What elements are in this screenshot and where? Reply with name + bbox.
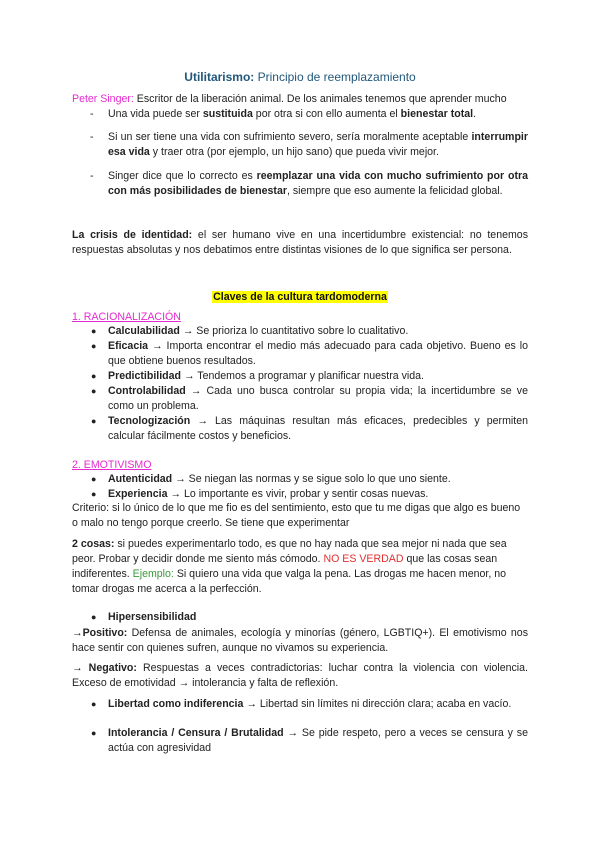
dash-marker: -	[90, 108, 94, 120]
crisis-paragraph: La crisis de identidad: el ser humano vive en una incertidumbre existencial: no tenemos respuestas absolutas y nos debatimos entre distintas visiones de lo que significa ser persona.	[72, 229, 528, 256]
list-item: Calculabilidad → Se prioriza lo cuantitativo sobre lo cualitativo.	[108, 325, 409, 337]
dos-cosas-paragraph: 2 cosas: si puedes experimentarlo todo, es que no hay nada que sea mejor ni nada que sea peor. Probar y decidir donde me siento más cómodo. NO ES VERDAD que las cosas sean indiferentes. Ejemplo: Si quiero una vida que valga la pena. Las drogas me hacen menor, no tomar drogas me acerca a la perfección.	[72, 538, 507, 595]
claves-heading: Claves de la cultura tardomoderna	[213, 291, 387, 303]
bullet-marker: ●	[91, 386, 97, 396]
bullet-marker: ●	[91, 728, 97, 738]
list-item: Intolerancia / Censura / Brutalidad → Se pide respeto, pero a veces se censura y se actúa con agresividad	[108, 727, 528, 754]
bullet-marker: ●	[91, 474, 97, 484]
bullet-marker: ●	[91, 612, 97, 622]
criterio-paragraph: Criterio: si lo único de lo que me fio es del sentimiento, esto que tu me digas que algo es bueno o malo no tengo porque creerlo. Se tiene que experimentar	[72, 502, 521, 529]
bullet-marker: ●	[91, 371, 97, 381]
list-item: Controlabilidad → Cada uno busca controlar su propia vida; la incertidumbre se ve como un problema.	[108, 385, 528, 412]
dash-marker: -	[90, 170, 94, 182]
bullet-marker: ●	[91, 341, 97, 351]
claves-heading-wrap	[0, 290, 600, 305]
positivo-paragraph: →Positivo: Defensa de animales, ecología y minorías (género, LGBTIQ+). El emotivismo nos hace sentir con quienes sufren, aunque no vivamos su experiencia.	[72, 627, 528, 654]
negativo-paragraph: → Negativo: Respuestas a veces contradictorias: luchar contra la violencia con violencia. Exceso de emotividad → intolerancia y falta de reflexión.	[72, 662, 528, 689]
singer-item-1: Una vida puede ser sustituida por otra si con ello aumenta el bienestar total.	[108, 108, 477, 120]
list-item: Autenticidad → Se niegan las normas y se sigue solo lo que uno siente.	[108, 473, 451, 485]
list-item: Predictibilidad → Tendemos a programar y planificar nuestra vida.	[108, 370, 424, 382]
section-heading-emotivismo: 2. EMOTIVISMO	[72, 459, 152, 471]
bullet-marker: ●	[91, 326, 97, 336]
singer-item-2: Si un ser tiene una vida con sufrimiento severo, sería moralmente aceptable interrumpir esa vida y traer otra (por ejemplo, un hijo sano) que pueda vivir mejor.	[108, 131, 528, 158]
singer-intro: Peter Singer: Escritor de la liberación animal. De los animales tenemos que aprender mucho	[72, 93, 507, 105]
list-item: Experiencia → Lo importante es vivir, probar y sentir cosas nuevas.	[108, 488, 429, 500]
bullet-marker: ●	[91, 416, 97, 426]
list-item: Eficacia → Importa encontrar el medio más adecuado para cada objetivo. Bueno es lo que obtiene buenos resultados.	[108, 340, 528, 367]
bullet-marker: ●	[91, 489, 97, 499]
bullet-marker: ●	[91, 699, 97, 709]
dash-marker: -	[90, 131, 94, 143]
page-title: Utilitarismo: Principio de reemplazamiento	[184, 70, 416, 84]
section-heading-racionalizacion: 1. RACIONALIZACIÓN	[72, 311, 181, 323]
hipersensibilidad-item: Hipersensibilidad	[108, 611, 197, 623]
list-item: Libertad como indiferencia → Libertad sin límites ni dirección clara; acaba en vacío.	[108, 698, 512, 710]
singer-item-3: Singer dice que lo correcto es reemplazar una vida con mucho sufrimiento por otra con más posibilidades de bienestar, siempre que eso aumente la felicidad global.	[108, 170, 528, 197]
list-item: Tecnologización → Las máquinas resultan más eficaces, predecibles y permiten calcular fácilmente costos y beneficios.	[108, 415, 528, 442]
